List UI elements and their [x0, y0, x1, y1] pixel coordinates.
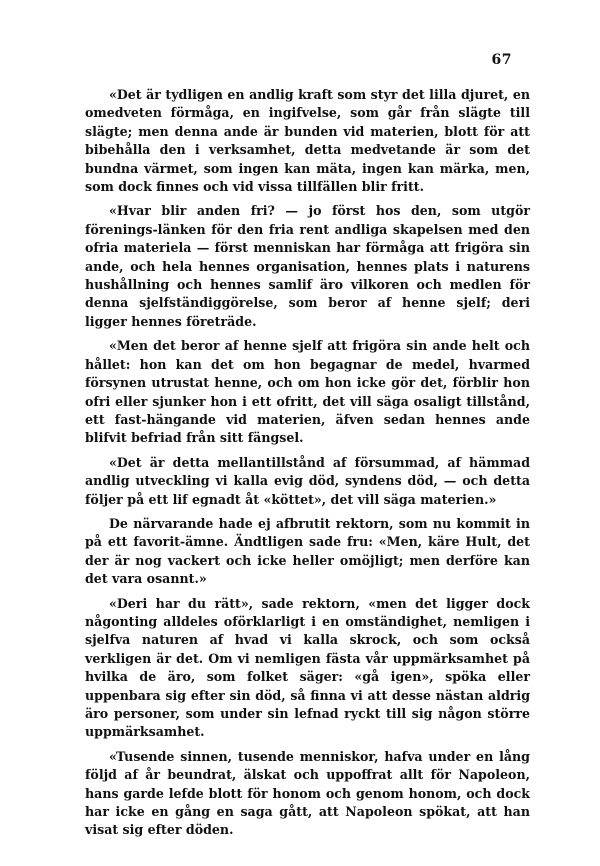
body-text [85, 86, 530, 846]
page-number: 67 [491, 52, 512, 68]
paragraph: «Tusende sinnen, tusende menniskor, hafva under en lång följd af år beundrat, älskat och uppoffrat allt för Napoleon, hans garde lefde blott för honom och genom honom, och dock har icke en gång en saga gått, att Napoleon spökat, att han visat sig efter döden. [85, 748, 530, 838]
paragraph: «Deri har du rätt», sade rektorn, «men det ligger dock någonting alldeles oförklarligt i en omständighet, nemligen i sjelfva naturen af hvad vi kalla skrock, och som också verkligen är det. Om vi nemligen fästa vår uppmärksamhet på hvilka de äro, som folket säger: «gå igen», spöka eller uppenbara sig efter sin död, så finna vi att desse nästan aldrig äro personer, som under sin lefnad ryckt till sig någon större uppmärksamhet. [85, 595, 530, 740]
paragraph: De närvarande hade ej afbrutit rektorn, som nu kommit in på ett favorit-ämne. Ändtligen sade fru: «Men, käre Hult, det der är nog vackert och icke heller omöjligt; men derföre kan det vara osannt.» [85, 515, 530, 587]
paragraph: «Det är detta mellantillstånd af försummad, af hämmad andlig utveckling vi kalla evig död, syndens död, — och detta följer på ett lif egnadt åt «köttet», det vill säga materien.» [85, 454, 530, 507]
paragraph: «Hvar blir anden fri? — jo först hos den, som utgör förenings-länken för den fria rent andliga skapelsen med den ofria materiela — först menniskan har förmåga att frigöra sin ande, och hela hennes organisation, hennes plats i naturens hushållning och hennes samlif äro vilkoren och medlen för denna sjelfständiggörelse, som beror af henne sjelf; deri ligger hennes företräde. [85, 203, 530, 329]
paragraph: «Det är tydligen en andlig kraft som styr det lilla djuret, en omedveten förmåga, en ingifvelse, som går från slägte till slägte; men denna ande är bunden vid materien, blott för att bibehålla den i verksamhet, detta medvetande är som det bundna värmet, som ingen kan mäta, ingen kan märka, men, som dock finnes och vid vissa tillfällen blir fritt. [85, 87, 530, 195]
paragraph: «Men det beror af henne sjelf att frigöra sin ande helt och hållet: hon kan det om hon begagnar de medel, hvarmed försynen utrustat henne, och om hon icke gör det, förblir hon ofri eller sjunker hon i ett ofritt, det vill säga osaligt tillstånd, ett fast-hängande vid materien, äfven sedan hennes ande blifvit befriad från sitt fängsel. [85, 338, 530, 446]
